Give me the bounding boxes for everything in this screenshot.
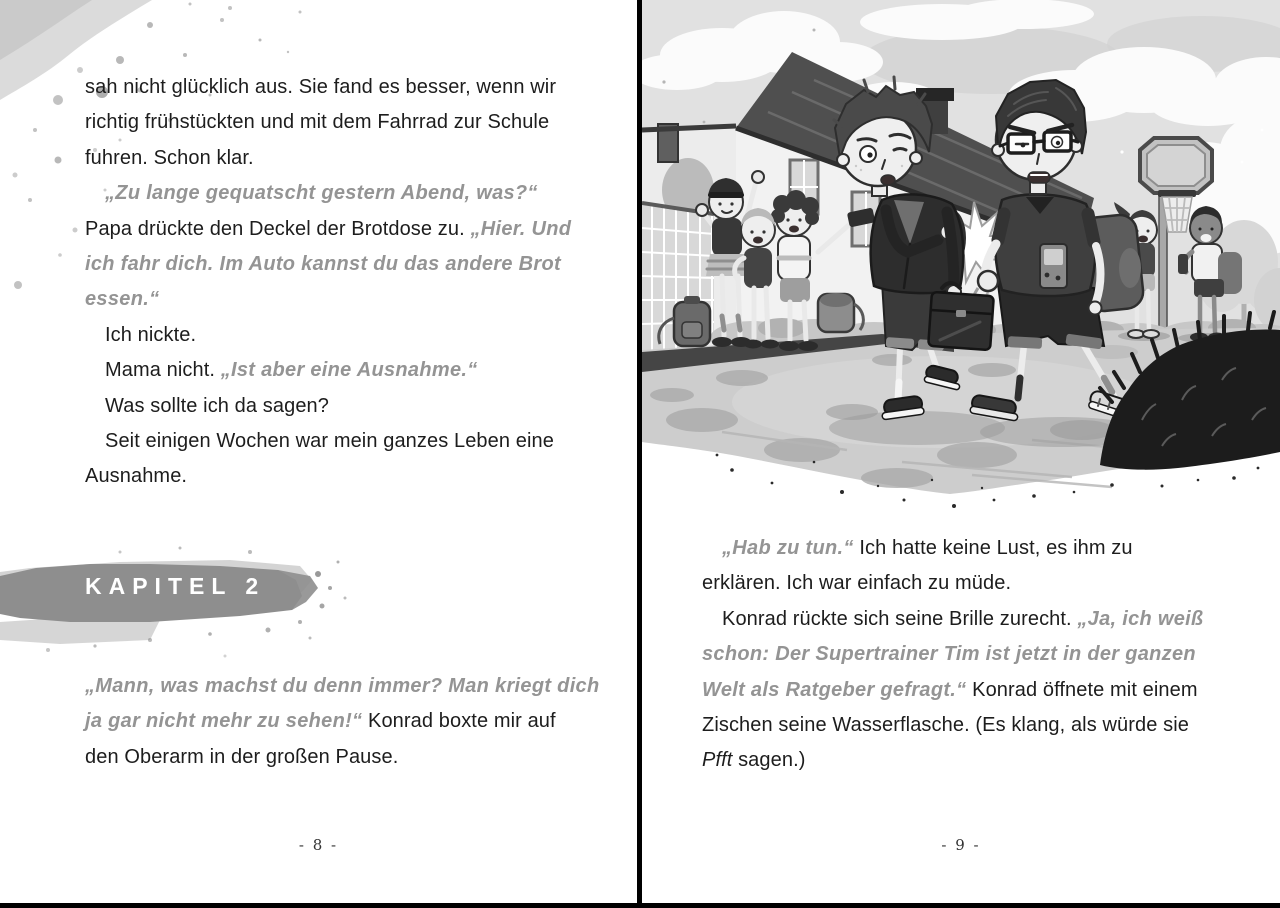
schoolyard-illustration	[642, 0, 1280, 520]
text-line	[85, 212, 572, 247]
body-text: Ich hatte keine Lust, es ihm zu	[853, 537, 1133, 559]
shadow-tim	[829, 411, 1005, 445]
text-line	[702, 708, 1222, 743]
right-page-body-text	[702, 531, 1222, 779]
dialogue-text: „Ja, ich weiß	[1077, 607, 1204, 630]
konrad-handheld-console	[1040, 244, 1067, 288]
text-line	[85, 704, 565, 739]
text-line	[702, 531, 1222, 566]
text-line	[85, 70, 565, 105]
dialogue-text: „Ist aber eine Ausnahme.“	[220, 359, 478, 382]
text-line	[702, 673, 1222, 708]
dialogue-text: ja gar nicht mehr zu sehen!“	[85, 710, 363, 733]
body-text: Konrad rückte sich seine Brille zurecht.	[722, 607, 1078, 630]
chapter-banner-brushstroke	[0, 540, 360, 670]
body-text: fuhren. Schon klar.	[85, 146, 254, 169]
dialogue-text: „Hab zu tun.“	[722, 537, 854, 559]
body-text: Papa drückte den Deckel der Brotdose zu.	[85, 217, 471, 240]
text-line	[702, 602, 1222, 637]
dialogue-text: „Hier. Und	[470, 217, 572, 240]
text-line	[85, 353, 565, 388]
body-text: sagen.)	[732, 749, 806, 772]
chapter-heading: KAPITEL 2	[85, 573, 266, 599]
dialogue-text: „Zu lange gequatscht gestern Abend, was?“	[105, 182, 538, 205]
left-page	[0, 0, 637, 908]
text-line	[85, 282, 565, 317]
text-line	[85, 424, 565, 459]
body-text: Was sollte ich da sagen?	[105, 394, 330, 417]
text-line	[85, 740, 565, 775]
text-line	[85, 247, 565, 282]
page-number-left: - 8 -	[298, 836, 339, 854]
text-line	[85, 459, 565, 494]
dialogue-text: ich fahr dich. Im Auto kannst du das andere Brot	[85, 252, 561, 275]
dialogue-text: essen.“	[85, 288, 160, 311]
left-page-bottom-text	[85, 669, 600, 775]
text-line	[85, 389, 565, 424]
dialogue-text: Welt als Ratgeber gefragt.“	[702, 678, 967, 701]
body-text: Konrad öffnete mit einem	[966, 678, 1198, 701]
text-line	[702, 743, 1222, 778]
body-text: Seit einigen Wochen war mein ganzes Leben eine	[105, 429, 554, 452]
body-text: Mama nicht.	[105, 359, 221, 382]
body-text: sah nicht glücklich aus. Sie fand es besser, wenn wir	[85, 76, 557, 98]
chapter-banner	[0, 540, 360, 670]
body-text: Ausnahme.	[85, 465, 188, 488]
left-page-body-text	[85, 70, 572, 495]
text-line	[85, 105, 565, 140]
dialogue-text: „Mann, was machst du denn immer? Man kriegt dich	[85, 675, 600, 697]
text-line	[702, 637, 1222, 672]
text-line	[85, 141, 565, 176]
body-text: den Oberarm in der großen Pause.	[85, 745, 399, 768]
dialogue-text: schon: Der Supertrainer Tim ist jetzt in der ganzen	[702, 643, 1196, 666]
body-text: erklären. Ich war einfach zu müde.	[702, 572, 1012, 595]
text-line	[85, 669, 600, 704]
body-text: richtig frühstückten und mit dem Fahrrad zur Schule	[85, 111, 550, 134]
body-text: Ich nickte.	[105, 323, 197, 346]
page-number-right: - 9 -	[941, 836, 981, 854]
text-line	[702, 566, 1222, 601]
body-text: Konrad boxte mir auf	[362, 710, 556, 733]
text-line	[85, 176, 565, 211]
text-line	[85, 318, 565, 353]
body-text: Pfft	[702, 749, 733, 772]
right-page	[642, 0, 1280, 908]
body-text: Zischen seine Wasserflasche. (Es klang, als würde sie	[702, 713, 1189, 736]
